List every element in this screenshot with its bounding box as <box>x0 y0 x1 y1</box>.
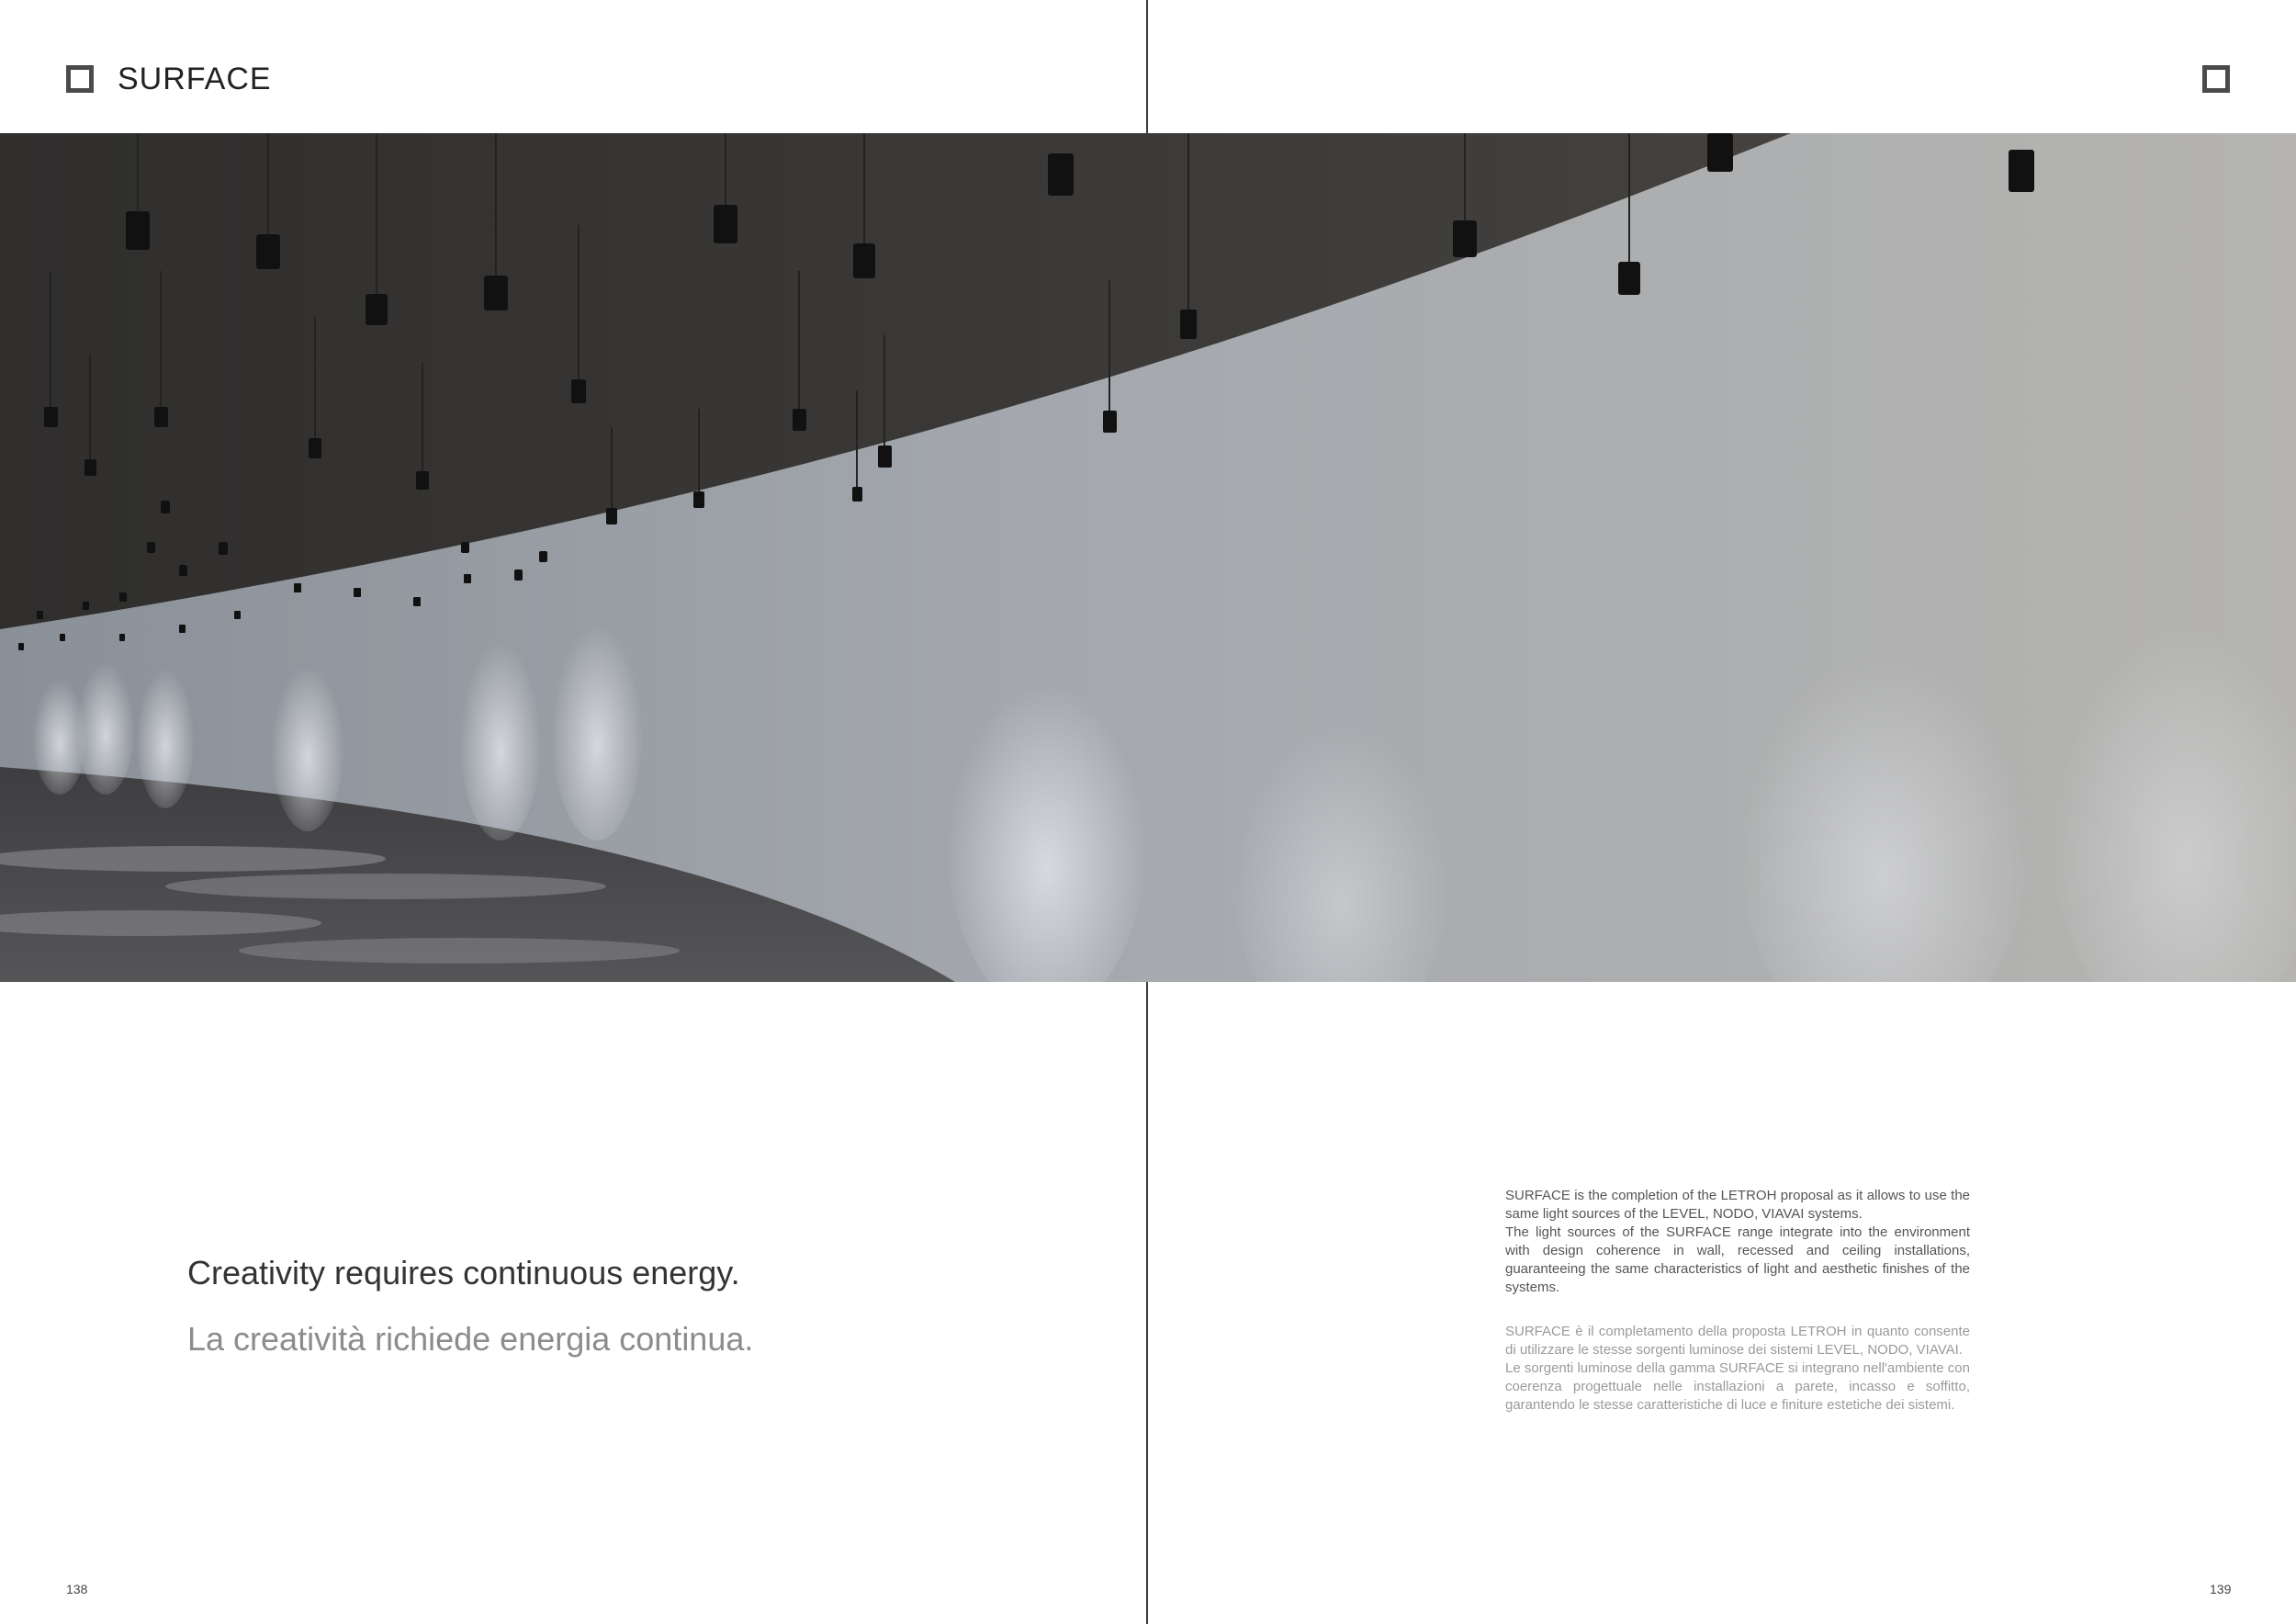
hero-photo <box>0 133 2296 982</box>
tagline-italian: La creatività richiede energia continua. <box>187 1320 754 1358</box>
section-title: SURFACE <box>118 62 272 96</box>
description-italian <box>1505 1323 1970 1415</box>
description-english <box>1505 1187 1970 1297</box>
description-paragraph: SURFACE is the completion of the LETROH proposal as it allows to use the same light sources of the LEVEL, NODO, VIAVAI systems. <box>1505 1188 1970 1222</box>
tagline-english: Creativity requires continuous energy. <box>187 1254 740 1291</box>
description-paragraph: The light sources of the SURFACE range integrate into the environment with design coherence in wall, recessed and ceiling installations, guaranteeing the same characteristics of light and aesthetic finishes of the systems. <box>1505 1224 1970 1295</box>
page-number-right: 139 <box>2210 1582 2232 1596</box>
square-outline-icon <box>66 65 94 93</box>
square-outline-icon <box>2202 65 2230 93</box>
description-paragraph: Le sorgenti luminose della gamma SURFACE si integrano nell'ambiente con coerenza progettuale nelle installazioni a parete, incasso e soffitto, garantendo le stesse caratteristiche di luce e finiture estetiche dei sistemi. <box>1505 1360 1970 1413</box>
page-number-left: 138 <box>66 1582 88 1596</box>
description-paragraph: SURFACE è il completamento della proposta LETROH in quanto consente di utilizzare le stesse sorgenti luminose dei sistemi LEVEL, NODO, VIAVAI. <box>1505 1324 1970 1358</box>
